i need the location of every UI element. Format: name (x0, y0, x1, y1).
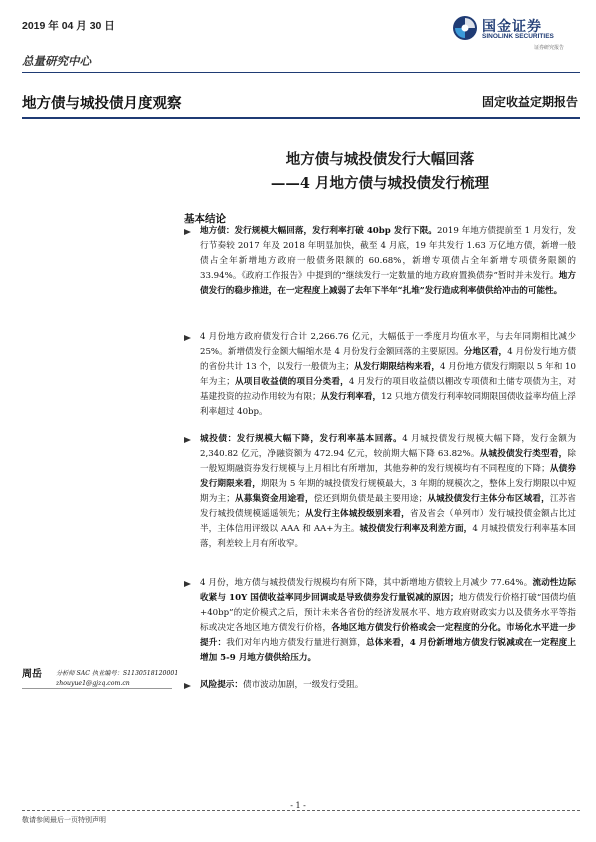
bullet-icon (184, 334, 192, 342)
main-subtitle: ——4 月地方债与城投债发行梳理 (270, 175, 490, 192)
p2-bold-3: 从项目收益债的项目分类看， (234, 377, 349, 387)
p3-bold-3: 从债券发行期限来看， (200, 464, 576, 489)
logo-text-cn: 国金证券 (482, 19, 542, 35)
p3-text-6: 省及省会（单列市）发行城投债金额占比过半，主体信用评级以 AAA 和 AA+为主。 (200, 509, 576, 534)
paragraph-chengtou-bonds (200, 432, 576, 552)
p3-text-7: 4 月城投债发行利率基本回落，利差较上月有所收窄。 (200, 524, 576, 549)
logo-subtitle: 证券研究报告 (534, 45, 565, 51)
paragraph-risk (200, 678, 576, 693)
author-divider (22, 688, 172, 689)
header-divider-top (22, 72, 580, 73)
author-name: 周岳 (22, 669, 42, 680)
p2-bold-4: 从发行利率看， (320, 392, 382, 402)
p3-text-5: 江苏省发行城投债规模遥遥领先； (200, 494, 576, 519)
p4-text-3: 我们对年内地方债发行量进行测算， (226, 638, 367, 648)
p2-text-2: 4 月份发行地方债的省份共计 13 个，以发行一般债为主； (200, 347, 576, 372)
paragraph-outlook (200, 576, 576, 666)
company-logo (452, 15, 582, 53)
p3-text-1: 4 月城投债发行规模大幅下降，发行金额为 2,340.82 亿元，净融资额为 472.94 亿元，较前期大幅下降 63.82%。 (200, 434, 576, 459)
research-center: 总量研究中心 (22, 54, 91, 68)
p4-bold-1: 流动性边际收紧与 10Y 国债收益率同步回调或是导致债券发行量锐减的原因； (200, 578, 576, 603)
section-title: 基本结论 (184, 213, 226, 225)
bullet-icon (184, 682, 192, 690)
analyst-info (56, 669, 178, 689)
p3-bold-4: 从募集资金用途看， (234, 494, 314, 504)
p4-bold-3: 总体来看，4 月份新增地方债发行锐减或在一定程度上增加 5-9 月地方债供给压力。 (200, 638, 576, 663)
p4-text-1: 4 月份，地方债与城投债发行规模均有所下降，其中新增地方债较上月减少 77.64%。 (200, 578, 533, 588)
p3-bold-2: 从城投债发行类型看， (479, 449, 568, 459)
p1-conclusion: 地方债发行的稳步推进，在一定程度上减弱了去年下半年“扎堆”发行造成利率债供给冲击的可能性。 (200, 271, 576, 296)
analyst-credential: 分析师 SAC 执业编号：S1130518120001 (56, 670, 179, 677)
p2-text-1: 4 月份地方政府债发行合计 2,266.76 亿元，大幅低于一季度月均值水平，与去年同期相比减少 25%。新增债发行金额大幅缩水是 4 月份发行金额回落的主要原因。 (200, 332, 576, 357)
sinolink-logo-icon (452, 15, 478, 41)
footer-disclaimer: 敬请参阅最后一页特别声明 (22, 816, 106, 824)
report-date: 2019 年 04 月 30 日 (22, 20, 115, 32)
footer-divider (22, 810, 580, 811)
p2-text-3: 4 月份地方债发行期限以 5 年和 10 年为主； (200, 362, 576, 387)
bullet-icon (184, 228, 192, 236)
p2-text-5: 12 只地方债发行利率较同期限国债收益率均值上浮利率超过 40bp。 (200, 392, 576, 417)
p2-text-4: 4 月发行的项目收益债以棚改专项债和土储专项债为主，对基建投资的拉动作用较为有限； (200, 377, 576, 402)
page-number: - 1 - (290, 801, 306, 810)
p1-text: 2019 年地方债提前至 1 月发行，发行节奏较 2017 年及 2018 年明显加快，截至 4 月底，19 年共发行 1.63 万亿地方债，新增一般债占全年新增地方政府一般债务限额的 60.68%，新增专项债占全年新增专项债务限额的 33.94%。《政府工作报告》中提到的“继续发行一定数量的地方政府置换债券”暂时并未发行。 (200, 226, 576, 281)
main-title: 地方债与城投债发行大幅回落 (285, 151, 475, 168)
p3-bold-6: 从发行主体城投级别来看， (304, 509, 410, 519)
bullet-icon (184, 436, 192, 444)
paragraph-local-bonds (200, 224, 576, 299)
p3-bold-5: 从城投债发行主体分布区域看， (427, 494, 550, 504)
p2-bold-2: 从发行期限结构来看， (353, 362, 440, 372)
p2-bold-1: 分地区看， (463, 347, 508, 357)
paragraph-april-local-bonds (200, 330, 576, 420)
p4-text-2: 地方债发行价格打破“国债均值+40bp”的定价模式之后，预计未来各省份的经济发展水平、地方政府财政实力以及债务水平等指标或决定各地区地方债发行价格， (200, 593, 576, 633)
header-divider-bottom (22, 117, 580, 119)
p3-bold-7: 城投债发行利率及利差方面， (359, 524, 473, 534)
analyst-email[interactable]: zhouyue1@gjzq.com.cn (56, 680, 130, 687)
risk-text: 债市波动加剧，一级发行受阻。 (242, 680, 364, 690)
p3-text-3: 期限为 5 年期的城投债发行规模最大，3 年期的规模次之，整体上发行期限以中短期为主； (200, 479, 576, 504)
p1-lead: 地方债：发行规模大幅回落，发行利率打破 40bp 发行下限。 (200, 226, 437, 236)
p4-bold-2: 各地区地方债发行价格或会一定程度的分化。市场化水平进一步提升： (200, 623, 576, 648)
series-title: 地方债与城投债月度观察 (22, 96, 182, 112)
logo-text-en: SINOLINK SECURITIES (482, 33, 554, 40)
report-type: 固定收益定期报告 (481, 95, 578, 109)
p3-text-2: 除一般短期融资券发行规模与上月相比有所增加，其他券种的发行规模均有不同程度的下降； (200, 449, 576, 474)
risk-label: 风险提示： (200, 680, 243, 690)
p3-lead: 城投债：发行规模大幅下降，发行利率基本回落。 (200, 434, 403, 444)
p3-text-4: 偿还到期负债是最主要用途； (313, 494, 428, 504)
bullet-icon (184, 580, 192, 588)
